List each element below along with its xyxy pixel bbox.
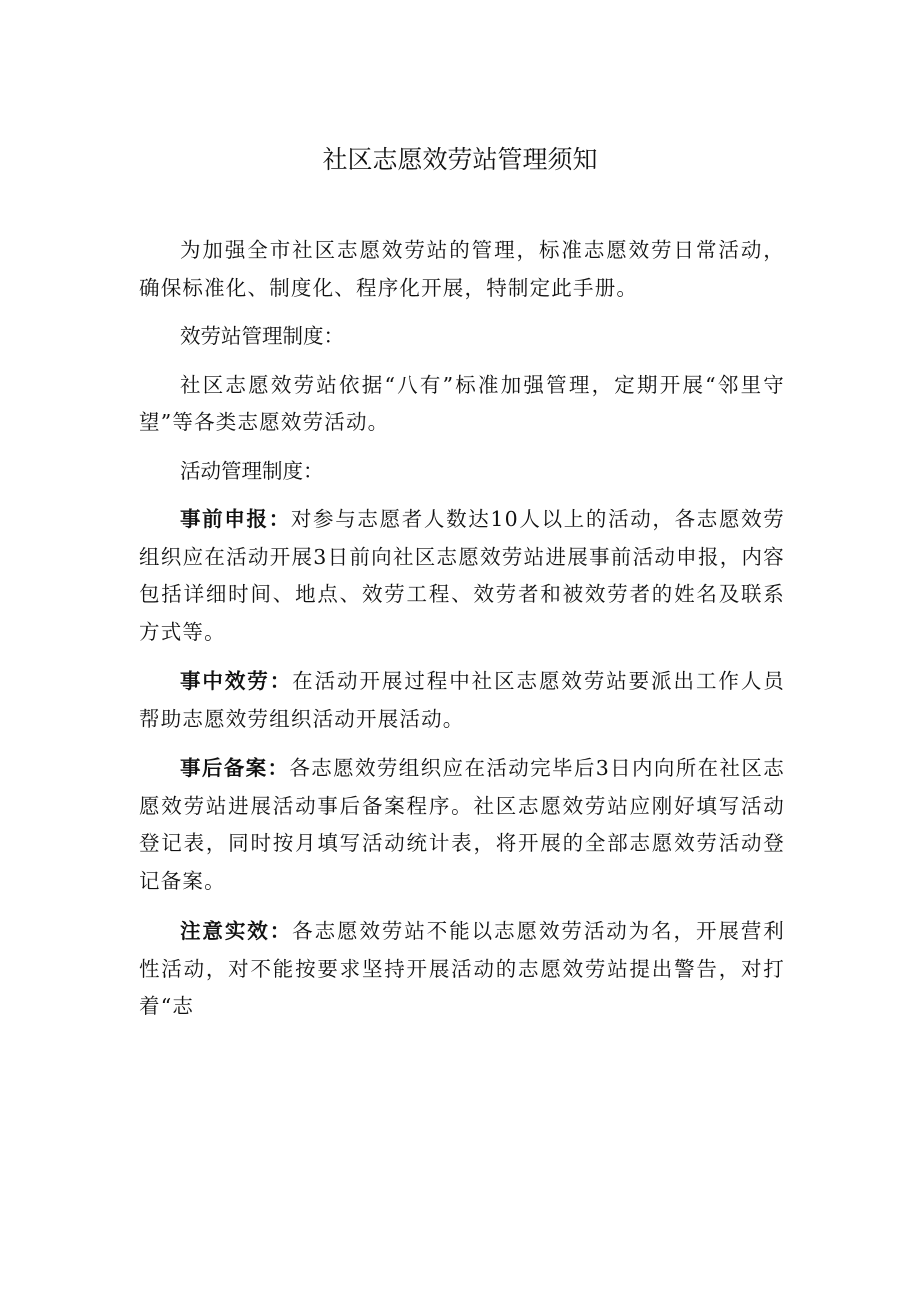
item-paragraph-post-record xyxy=(139,750,785,900)
activity-heading: 活动管理制度： xyxy=(180,458,324,483)
item-lead: 事前申报： xyxy=(180,507,291,531)
station-heading: 效劳站管理制度： xyxy=(180,324,344,348)
intro-paragraph: 为加强全市社区志愿效劳站的管理，标准志愿效劳日常活动，确保标准化、制度化、程序化开展，特制定此手册。 xyxy=(139,238,785,300)
item-lead: 事后备案： xyxy=(180,756,290,780)
item-paragraph-during-service xyxy=(139,663,785,738)
item-paragraph-prior-report xyxy=(139,501,785,651)
item-text: 各志愿效劳组织应在活动完毕后3日内向所在社区志愿效劳站进展活动事后备案程序。社区志愿效劳站应刚好填写活动登记表，同时按月填写活动统计表，将开展的全部志愿效劳活动登记备案。 xyxy=(139,756,785,893)
item-paragraph-effectiveness xyxy=(139,913,785,1026)
document-title: 社区志愿效劳站管理须知 xyxy=(322,145,598,174)
item-lead: 注意实效： xyxy=(180,919,293,943)
item-text: 对参与志愿者人数达10人以上的活动，各志愿效劳组织应在活动开展3日前向社区志愿效劳站进展事前活动申报，内容包括详细时间、地点、效劳工程、效劳者和被效劳者的姓名及联系方式等。 xyxy=(139,507,786,644)
item-text: 各志愿效劳站不能以志愿效劳活动为名，开展营利性活动，对不能按要求坚持开展活动的志愿效劳站提出警告，对打着“志 xyxy=(139,919,785,1018)
document-body xyxy=(139,232,785,1026)
item-text: 在活动开展过程中社区志愿效劳站要派出工作人员帮助志愿效劳组织活动开展活动。 xyxy=(139,669,785,731)
item-lead: 事中效劳： xyxy=(180,669,293,693)
station-paragraph: 社区志愿效劳站依据“八有”标准加强管理，定期开展“邻里守望”等各类志愿效劳活动。 xyxy=(139,372,785,434)
